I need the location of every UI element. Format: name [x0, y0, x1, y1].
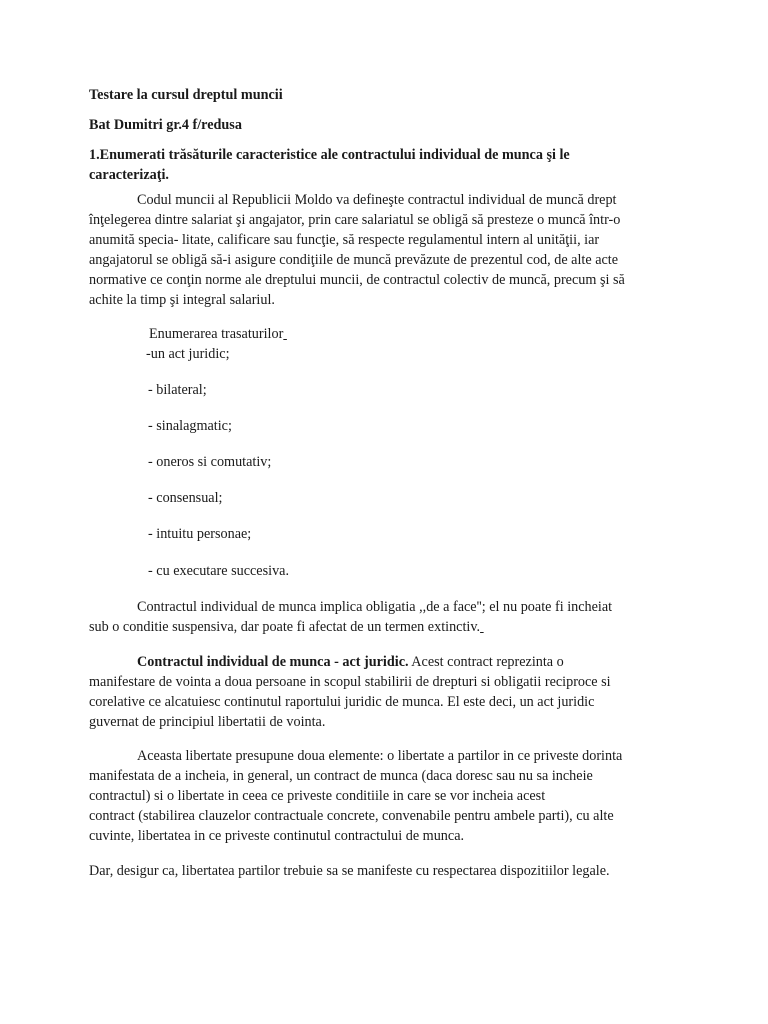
list-item: - sinalagmatic; — [148, 418, 232, 434]
paragraph-2-line-2 — [89, 617, 484, 637]
underline-mark — [283, 326, 287, 342]
paragraph-3-line-4: guvernat de principiul libertatii de vointa. — [89, 714, 326, 730]
paragraph-1-line-6: achite la timp şi integral salariul. — [89, 292, 275, 308]
list-item: - oneros si comutativ; — [148, 454, 272, 470]
list-item: - bilateral; — [148, 382, 207, 398]
paragraph-4-line-3: contractul) si o libertate in ceea ce priveste conditiile in care se vor incheia acest — [89, 788, 546, 804]
paragraph-2-line-2-text: sub o conditie suspensiva, dar poate fi afectat de un termen extinctiv. — [89, 619, 481, 635]
paragraph-2-line-1: Contractul individual de munca implica obligatia ,,de a face''; el nu poate fi incheiat — [137, 599, 613, 615]
paragraph-3-line-1 — [137, 652, 564, 672]
paragraph-4-line-5: cuvinte, libertatea in ce priveste continutul contractului de munca. — [89, 828, 465, 844]
paragraph-3-line-3: corelative ce alcatuiesc continutul raportului juridic de munca. El este deci, un act juridic — [89, 694, 595, 710]
paragraph-1-line-1: Codul muncii al Republicii Moldo va defineşte contractul individual de muncă drept — [137, 192, 617, 208]
paragraph-1-line-4: angajatorul se obligă să-i asigure condiţiile de muncă prevăzute de prezentul cod, de alte acte — [89, 252, 619, 268]
underline-mark — [480, 619, 484, 635]
paragraph-3-line-2: manifestare de vointa a doua persoane in scopul stabilirii de drepturi si obligatii reciproce si — [89, 674, 611, 690]
question-line-1: 1.Enumerati trăsăturile caracteristice ale contractului individual de munca şi le — [89, 147, 570, 163]
author-line: Bat Dumitri gr.4 f/redusa — [89, 117, 242, 133]
list-item: - consensual; — [148, 490, 223, 506]
paragraph-3-line-1-rest: Acest contract reprezinta o — [408, 654, 564, 670]
paragraph-4-line-1: Aceasta libertate presupune doua elemente: o libertate a partilor in ce priveste dorinta — [137, 748, 623, 764]
list-item: -un act juridic; — [146, 346, 230, 362]
paragraph-1-line-5: normative ce conţin norme ale dreptului muncii, de contractul colectiv de muncă, precum şi să — [89, 272, 625, 288]
list-item: - cu executare succesiva. — [148, 563, 290, 579]
paragraph-1-line-2: înţelegerea dintre salariat şi angajator, prin care salariatul se obligă să presteze o muncă într-o — [89, 212, 621, 228]
paragraph-4-line-4: contract (stabilirea clauzelor contractuale concrete, convenabile pentru ambele parti), cu alte — [89, 808, 614, 824]
list-heading-text: Enumerarea trasaturilor — [149, 326, 284, 342]
list-heading — [149, 324, 287, 344]
paragraph-4-line-2: manifestata de a incheia, in general, un contract de munca (daca doresc sau nu sa incheie — [89, 768, 593, 784]
paragraph-3-bold-lead: Contractul individual de munca - act juridic. — [137, 654, 409, 670]
question-line-2: caracterizaţi. — [89, 167, 169, 183]
paragraph-1-line-3: anumită specia- litate, calificare sau funcţie, să respecte regulamentul intern al unităţii, iar — [89, 232, 600, 248]
paragraph-5: Dar, desigur ca, libertatea partilor trebuie sa se manifeste cu respectarea dispozitiilor legale. — [89, 863, 610, 879]
document-title: Testare la cursul dreptul muncii — [89, 87, 283, 103]
list-item: - intuitu personae; — [148, 526, 252, 542]
